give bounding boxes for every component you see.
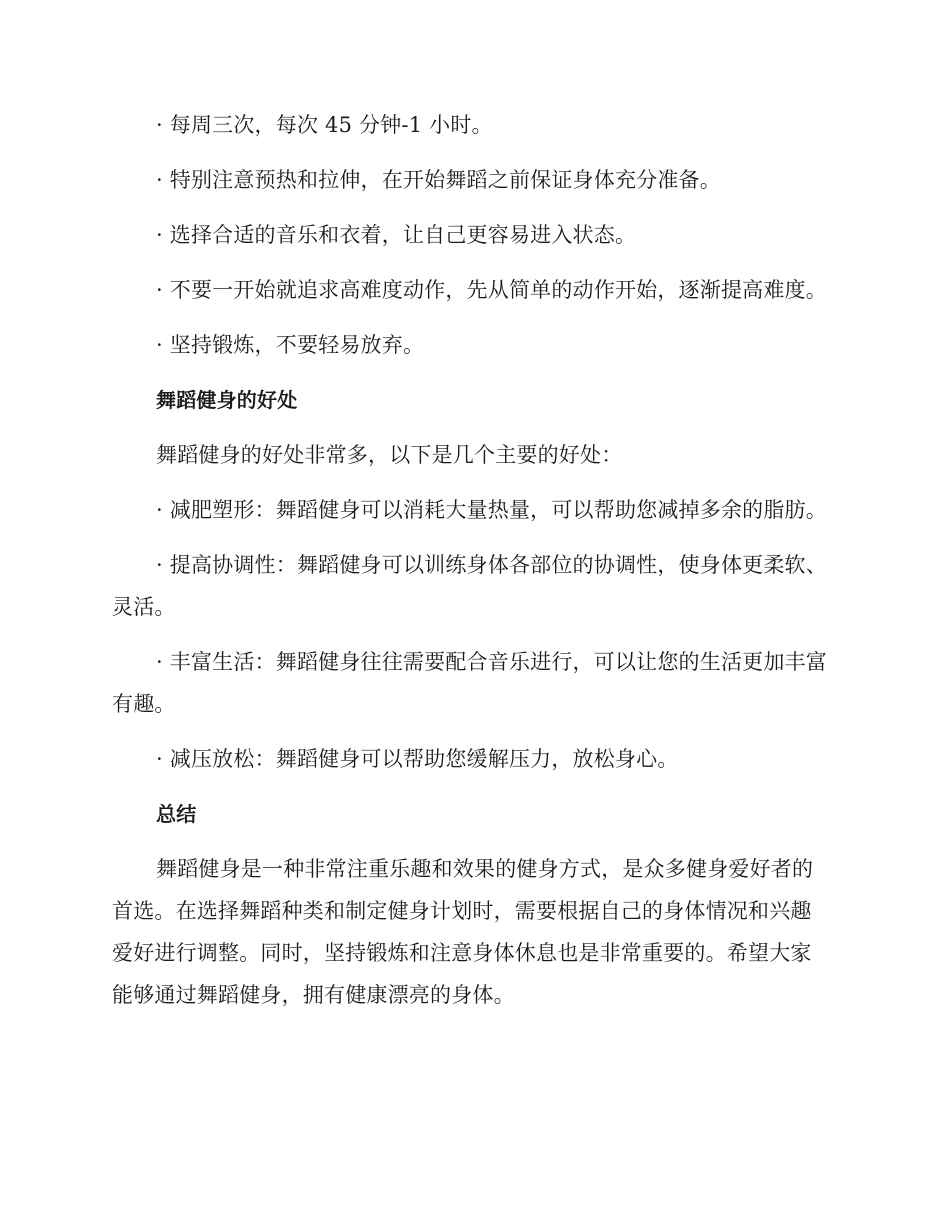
benefit-item: · 提高协调性：舞蹈健身可以训练身体各部位的协调性，使身体更柔软、灵活。 (112, 553, 827, 619)
benefit-item: · 减肥塑形：舞蹈健身可以消耗大量热量，可以帮助您减掉多余的脂肪。 (156, 498, 827, 522)
bullet-item: · 不要一开始就追求高难度动作，先从简单的动作开始，逐渐提高难度。 (156, 278, 827, 302)
bullet-item: · 特别注意预热和拉伸，在开始舞蹈之前保证身体充分准备。 (156, 168, 721, 192)
bullet-item: · 每周三次，每次 45 分钟-1 小时。 (156, 113, 493, 137)
benefit-item: · 丰富生活：舞蹈健身往往需要配合音乐进行，可以让您的生活更加丰富有趣。 (112, 650, 827, 716)
section-intro: 舞蹈健身的好处非常多，以下是几个主要的好处： (156, 443, 623, 467)
section-heading-summary: 总结 (156, 802, 197, 826)
section-heading-benefits: 舞蹈健身的好处 (156, 388, 298, 412)
bullet-item: · 坚持锻炼，不要轻易放弃。 (156, 333, 425, 357)
bullet-item: · 选择合适的音乐和衣着，让自己更容易进入状态。 (156, 223, 637, 247)
summary-paragraph: 舞蹈健身是一种非常注重乐趣和效果的健身方式，是众多健身爱好者的首选。在选择舞蹈种类和制定健身计划时，需要根据自己的身体情况和兴趣爱好进行调整。同时，坚持锻炼和注意身体休息也是非常重要的。希望大家能够通过舞蹈健身，拥有健康漂亮的身体。 (112, 857, 814, 1007)
benefit-item: · 减压放松：舞蹈健身可以帮助您缓解压力，放松身心。 (156, 747, 679, 771)
document-body (112, 104, 832, 1016)
